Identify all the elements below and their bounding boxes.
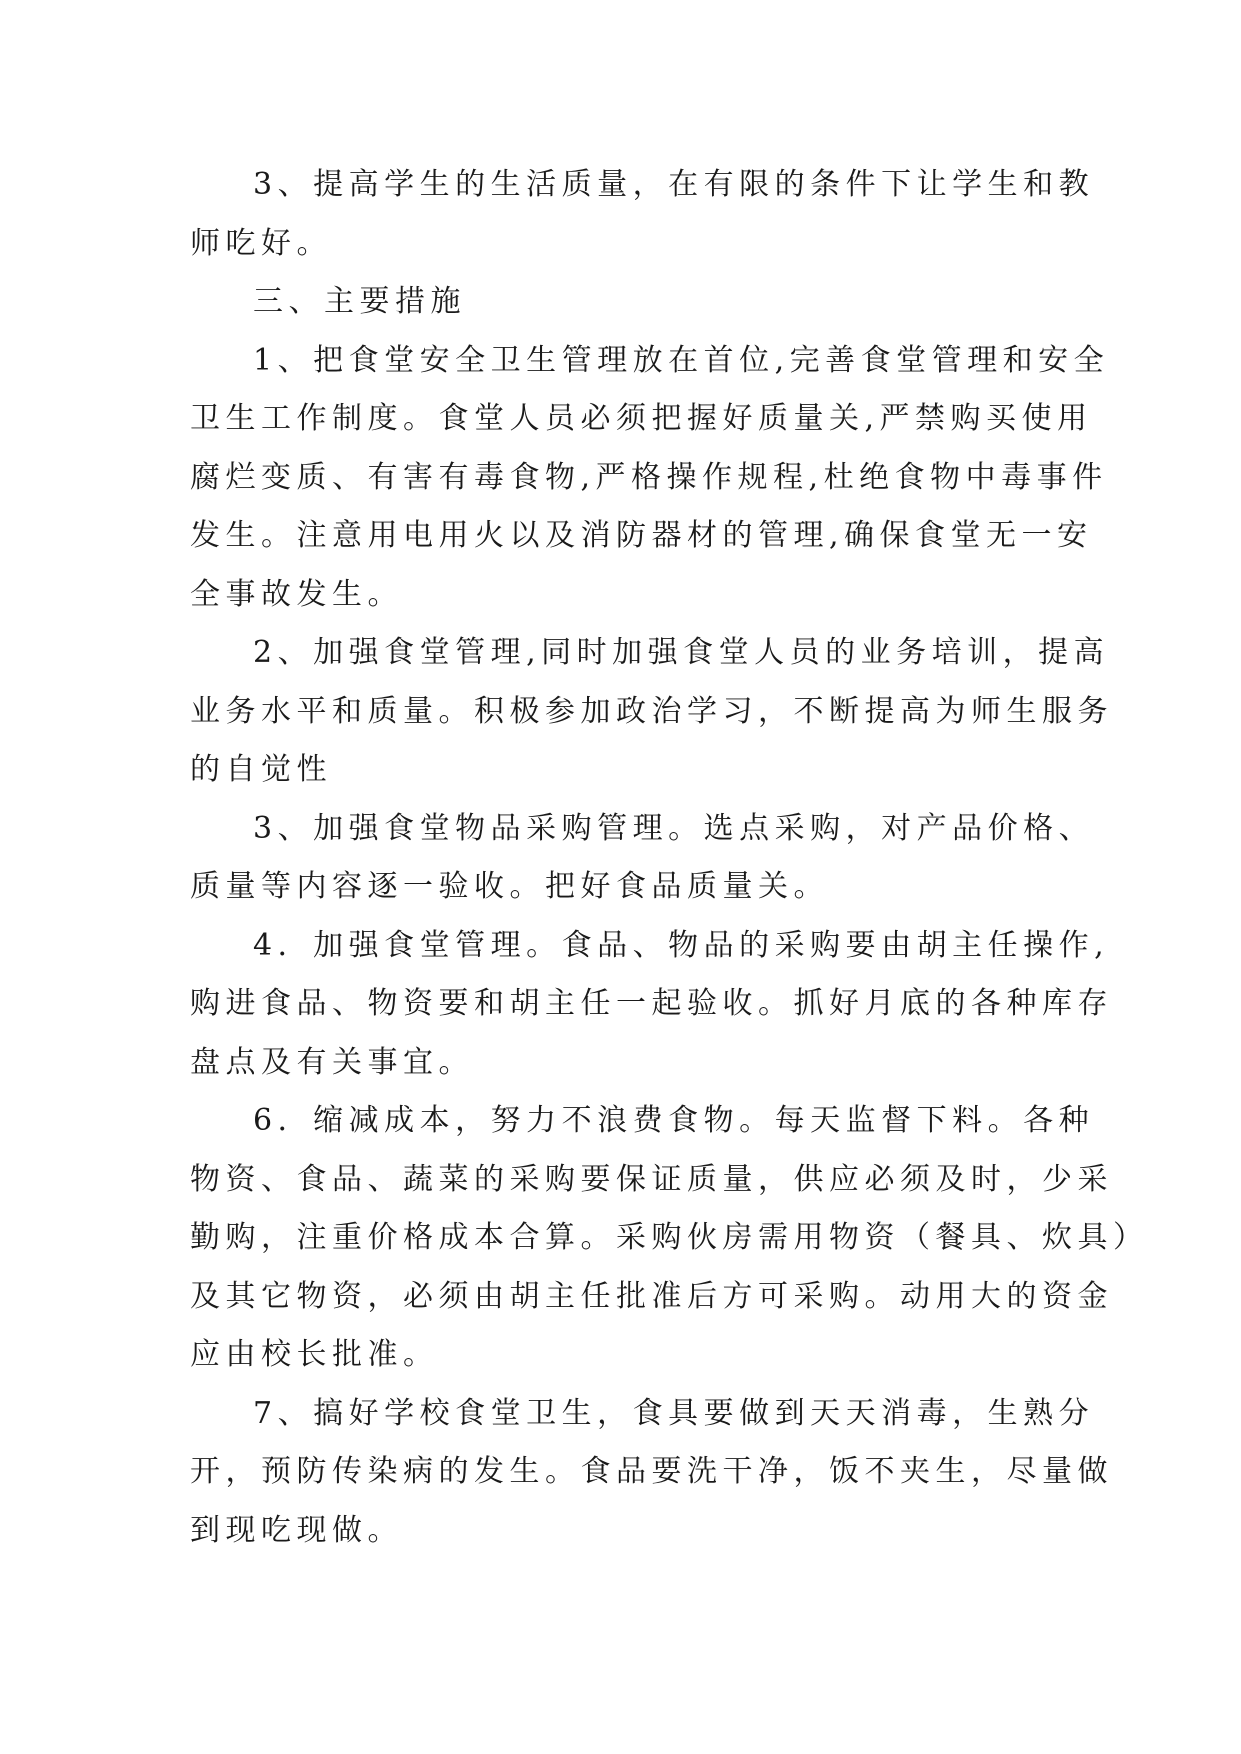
text-line: 应由校长批准。 bbox=[190, 1337, 439, 1372]
text-line: 盘点及有关事宜。 bbox=[190, 1045, 474, 1080]
text-line: 开，预防传染病的发生。食品要洗干净，饭不夹生，尽量做 bbox=[190, 1454, 1113, 1489]
text-line: 购进食品、物资要和胡主任一起验收。抓好月底的各种库存 bbox=[190, 986, 1113, 1021]
paragraph-first-line: 3、加强食堂物品采购管理。选点采购，对产品价格、 bbox=[253, 811, 1095, 846]
text-line: 发生。注意用电用火以及消防器材的管理,确保食堂无一安 bbox=[190, 518, 1093, 553]
text-line: 质量等内容逐一验收。把好食品质量关。 bbox=[190, 869, 829, 904]
paragraph-first-line: 6．缩减成本，努力不浪费食物。每天监督下料。各种 bbox=[253, 1103, 1095, 1138]
paragraph-first-line: 三、主要措施 bbox=[253, 284, 466, 319]
text-line: 师吃好。 bbox=[190, 226, 332, 261]
text-line: 卫生工作制度。食堂人员必须把握好质量关,严禁购买使用 bbox=[190, 401, 1093, 436]
paragraph-first-line: 1、把食堂安全卫生管理放在首位,完善食堂管理和安全 bbox=[253, 343, 1110, 378]
text-line: 的自觉性 bbox=[190, 752, 332, 787]
text-line: 勤购，注重价格成本合算。采购伙房需用物资（餐具、炊具） bbox=[190, 1220, 1149, 1255]
paragraph-first-line: 4．加强食堂管理。食品、物品的采购要由胡主任操作, bbox=[253, 928, 1110, 963]
text-line: 全事故发生。 bbox=[190, 577, 403, 612]
text-line: 腐烂变质、有害有毒食物,严格操作规程,杜绝食物中毒事件 bbox=[190, 460, 1108, 495]
text-line: 到现吃现做。 bbox=[190, 1513, 403, 1548]
text-line: 及其它物资，必须由胡主任批准后方可采购。动用大的资金 bbox=[190, 1279, 1113, 1314]
paragraph-first-line: 7、搞好学校食堂卫生，食具要做到天天消毒，生熟分 bbox=[253, 1396, 1095, 1431]
text-line: 业务水平和质量。积极参加政治学习，不断提高为师生服务 bbox=[190, 694, 1113, 729]
text-line: 物资、食品、蔬菜的采购要保证质量，供应必须及时，少采 bbox=[190, 1162, 1113, 1197]
paragraph-first-line: 3、提高学生的生活质量，在有限的条件下让学生和教 bbox=[253, 167, 1095, 202]
paragraph-first-line: 2、加强食堂管理,同时加强食堂人员的业务培训，提高 bbox=[253, 635, 1110, 670]
